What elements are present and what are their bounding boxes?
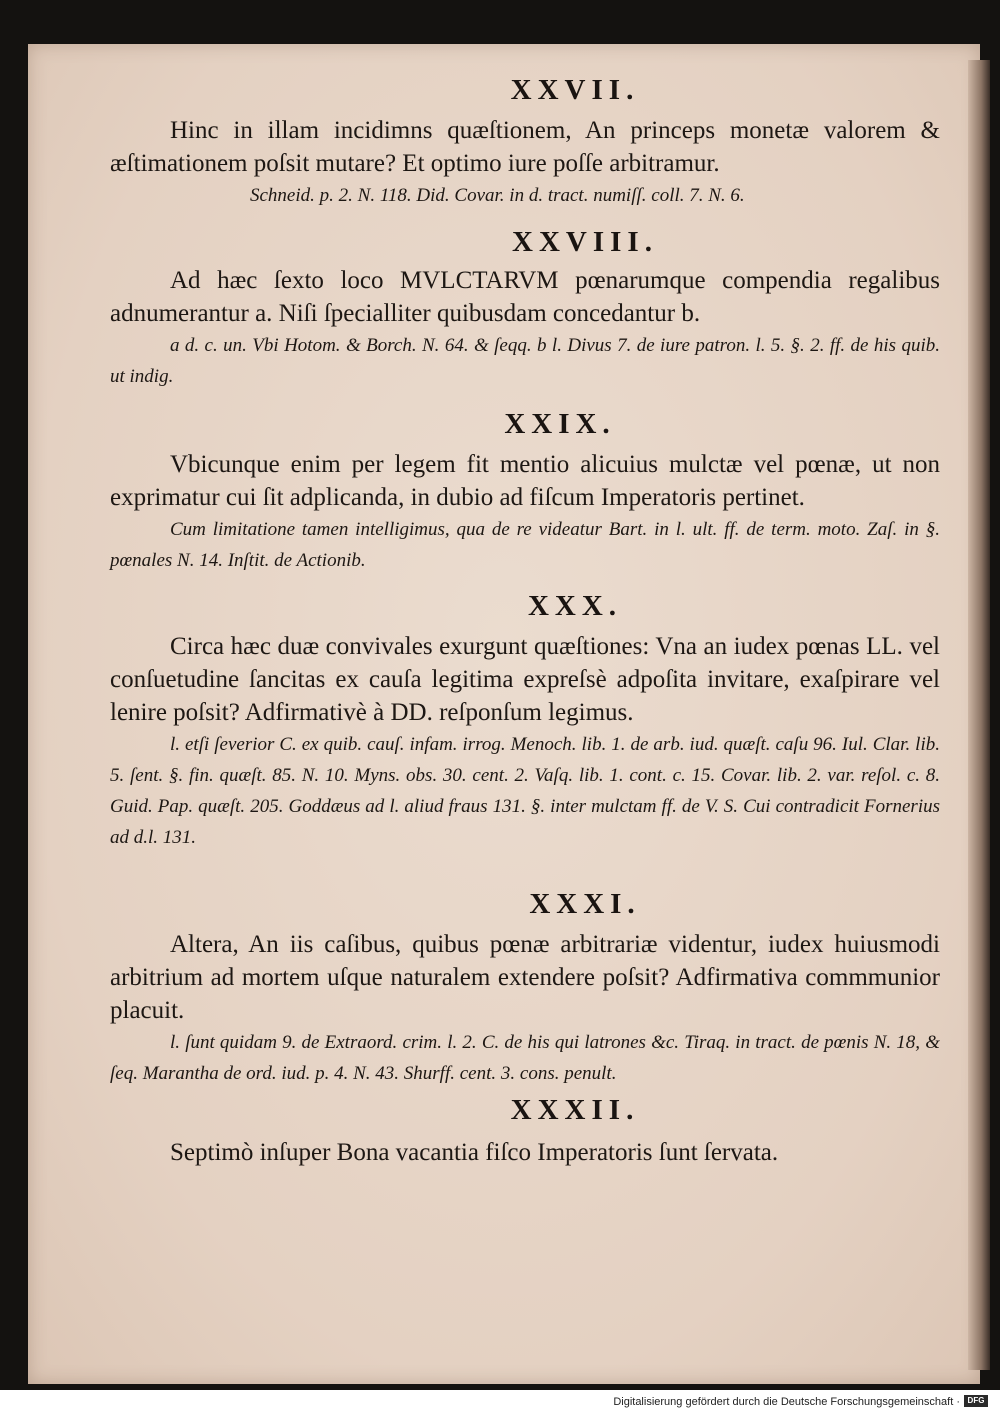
section-body: Septimò inſuper Bona vacantia fiſco Imperatoris ſunt ſervata. [170,1139,779,1166]
section-citation: a d. c. un. Vbi Hotom. & Borch. N. 64. & ſeqq. b l. Divus 7. de iure patron. l. 5. §. 2. ff. de his quib. ut indig. [110,335,940,387]
section-27 [110,72,940,211]
section-heading: XXVIII. [512,226,658,258]
section-heading: XXVII. [510,74,640,106]
section-citation: l. etſi ſeverior C. ex quib. cauſ. infam. irrog. Menoch. lib. 1. de arb. iud. quæſt. caſu 96. Iul. Clar. lib. 5. ſent. §. fin. quæſt. 85. N. 10. Myns. obs. 30. cent. 2. Vaſq. lib. 1. cont. c. 15. Covar. lib. 2. var. reſol. c. 8. Guid. Pap. quæſt. 205. Goddæus ad l. aliud fraus 131. §. inter mulctam ff. de V. S. Cui contradicit Fornerius ad d.l. 131. [110,734,940,848]
section-heading: XXX. [527,590,623,622]
section-body: Vbicunque enim per legem fit mentio alicuius mulctæ vel pœnæ, ut non exprimatur cui ſit adplicanda, in dubio ad fiſcum Imperatoris pertinet. [110,451,940,511]
funding-credit: Digitalisierung gefördert durch die Deutsche Forschungsgemeinschaft · [613,1396,960,1408]
section-body: Circa hæc duæ convivales exurgunt quæſtiones: Vna an iudex pœnas LL. vel conſuetudine ſancitas ex cauſa legitima expreſsè adpoſita invitare, exaſpirare vel lenire poſsit? Adfirmativè à DD. reſponſum legimus. [110,633,940,726]
section-31 [110,886,940,1089]
section-32 [150,1092,940,1169]
section-heading: XXXI. [529,888,641,920]
section-citation: Cum limitatione tamen intelligimus, qua de re videatur Bart. in l. ult. ff. de term. moto. Zaſ. in §. pœnales N. 14. Inſtit. de Actionib. [110,519,940,571]
section-citation: Schneid. p. 2. N. 118. Did. Covar. in d. tract. numiſſ. coll. 7. N. 6. [250,185,745,206]
section-body: Altera, An iis caſibus, quibus pœnæ arbitrariæ videntur, iudex huiusmodi arbitrium ad mortem uſque naturalem extendere poſsit? Adfirmativa commmunior placuit. [110,931,940,1024]
dfg-logo: DFG [964,1395,988,1407]
section-29 [110,406,940,576]
section-body: Ad hæc ſexto loco MVLCTARVM pœnarumque compendia regalibus adnumerantur a. Niſi ſpecialliter quibusdam concedantur b. [110,267,940,327]
page-edge-shadow [968,60,990,1370]
section-heading: XXXII. [510,1094,640,1126]
section-heading: XXIX. [504,408,616,440]
section-28 [110,224,940,392]
section-body: Hinc in illam incidimns quæſtionem, An princeps monetæ valorem & æſtimationem poſsit mutare? Et optimo iure poſſe arbitramur. [110,117,940,177]
section-citation: l. ſunt quidam 9. de Extraord. crim. l. 2. C. de his qui latrones &c. Tiraq. in tract. de pœnis N. 18, & ſeq. Marantha de ord. iud. p. 4. N. 43. Shurff. cent. 3. cons. penult. [110,1032,940,1084]
section-30 [110,588,940,853]
